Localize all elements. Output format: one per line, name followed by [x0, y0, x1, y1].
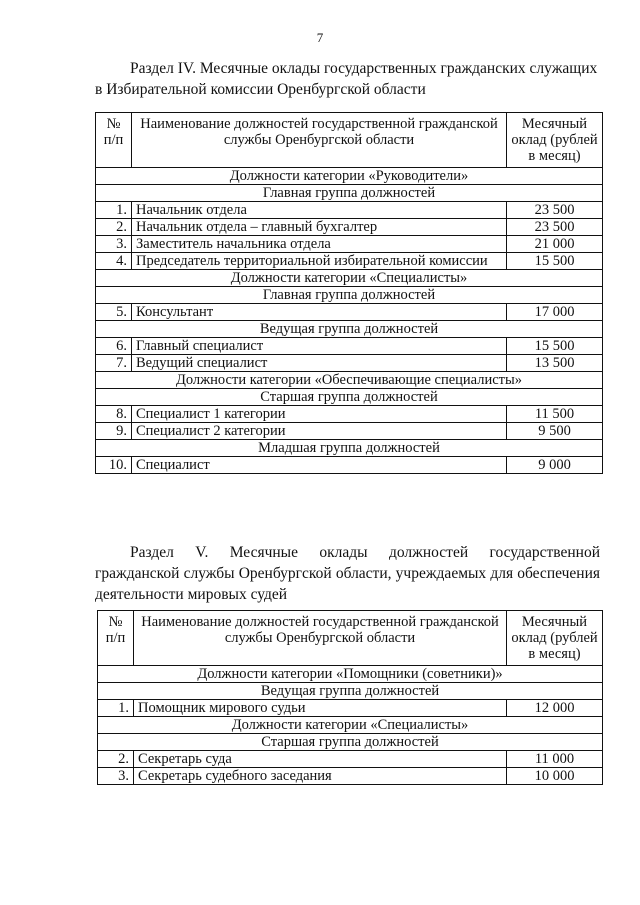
header-salary: Месячный оклад (рублей в месяц) [507, 611, 603, 666]
row-number: 9. [96, 423, 132, 440]
group-row [96, 270, 603, 287]
salary-value: 12 000 [507, 700, 603, 717]
header-num: № п/п [98, 611, 134, 666]
row-number: 4. [96, 253, 132, 270]
row-number: 6. [96, 338, 132, 355]
position-name: Специалист 2 категории [132, 423, 507, 440]
section-4-salary-table [95, 112, 603, 474]
group-label: Должности категории «Помощники (советники)» [98, 666, 603, 683]
group-row [96, 372, 603, 389]
table-row [98, 751, 603, 768]
table-row [96, 406, 603, 423]
position-name: Специалист [132, 457, 507, 474]
group-row [96, 168, 603, 185]
salary-value: 21 000 [507, 236, 603, 253]
group-row [96, 321, 603, 338]
header-position-name: Наименование должностей государственной гражданской службы Оренбургской области [132, 113, 507, 168]
table-row [96, 423, 603, 440]
row-number: 3. [98, 768, 134, 785]
salary-value: 9 500 [507, 423, 603, 440]
group-row [98, 717, 603, 734]
table-row [96, 219, 603, 236]
table-row [96, 457, 603, 474]
group-label: Младшая группа должностей [96, 440, 603, 457]
salary-value: 10 000 [507, 768, 603, 785]
page-number: 7 [316, 30, 324, 45]
table-row [96, 304, 603, 321]
section-4-heading: Раздел IV. Месячные оклады государственных гражданских служащих в Избирательной комиссии Оренбургской области [95, 60, 598, 98]
row-number: 5. [96, 304, 132, 321]
group-row [98, 683, 603, 700]
position-name: Главный специалист [132, 338, 507, 355]
position-name: Секретарь судебного заседания [134, 768, 507, 785]
group-label: Ведущая группа должностей [98, 683, 603, 700]
salary-value: 17 000 [507, 304, 603, 321]
position-name: Секретарь суда [134, 751, 507, 768]
table-row [96, 355, 603, 372]
group-label: Должности категории «Специалисты» [96, 270, 603, 287]
position-name: Специалист 1 категории [132, 406, 507, 423]
group-row [96, 185, 603, 202]
section-5-salary-table [97, 610, 603, 785]
salary-value: 15 500 [507, 338, 603, 355]
group-row [96, 389, 603, 406]
table-row [98, 768, 603, 785]
row-number: 8. [96, 406, 132, 423]
position-name: Консультант [132, 304, 507, 321]
row-number: 3. [96, 236, 132, 253]
table-row [96, 202, 603, 219]
header-num: № п/п [96, 113, 132, 168]
table-header-row [96, 113, 603, 168]
group-row [96, 287, 603, 304]
salary-value: 23 500 [507, 219, 603, 236]
group-label: Ведущая группа должностей [96, 321, 603, 338]
group-row [96, 440, 603, 457]
table-row [96, 236, 603, 253]
position-name: Председатель территориальной избирательной комиссии [132, 253, 507, 270]
row-number: 1. [98, 700, 134, 717]
salary-value: 23 500 [507, 202, 603, 219]
group-label: Главная группа должностей [96, 185, 603, 202]
salary-value: 13 500 [507, 355, 603, 372]
table-row [98, 700, 603, 717]
table-row [96, 338, 603, 355]
group-row [98, 734, 603, 751]
row-number: 2. [98, 751, 134, 768]
group-label: Должности категории «Специалисты» [98, 717, 603, 734]
header-salary: Месячный оклад (рублей в месяц) [507, 113, 603, 168]
group-label: Старшая группа должностей [96, 389, 603, 406]
position-name: Ведущий специалист [132, 355, 507, 372]
salary-value: 11 500 [507, 406, 603, 423]
group-row [98, 666, 603, 683]
group-label: Должности категории «Руководители» [96, 168, 603, 185]
table-row [96, 253, 603, 270]
row-number: 10. [96, 457, 132, 474]
group-label: Старшая группа должностей [98, 734, 603, 751]
position-name: Начальник отдела – главный бухгалтер [132, 219, 507, 236]
position-name: Помощник мирового судьи [134, 700, 507, 717]
row-number: 7. [96, 355, 132, 372]
table-header-row [98, 611, 603, 666]
group-label: Главная группа должностей [96, 287, 603, 304]
position-name: Начальник отдела [132, 202, 507, 219]
row-number: 1. [96, 202, 132, 219]
row-number: 2. [96, 219, 132, 236]
salary-value: 11 000 [507, 751, 603, 768]
group-label: Должности категории «Обеспечивающие специалисты» [96, 372, 603, 389]
position-name: Заместитель начальника отдела [132, 236, 507, 253]
header-position-name: Наименование должностей государственной гражданской службы Оренбургской области [134, 611, 507, 666]
salary-value: 15 500 [507, 253, 603, 270]
salary-value: 9 000 [507, 457, 603, 474]
section-5-heading: Раздел V. Месячные оклады должностей государственной гражданской службы Оренбургской области, учреждаемых для обеспечения деятельности мировых судей [95, 544, 600, 603]
